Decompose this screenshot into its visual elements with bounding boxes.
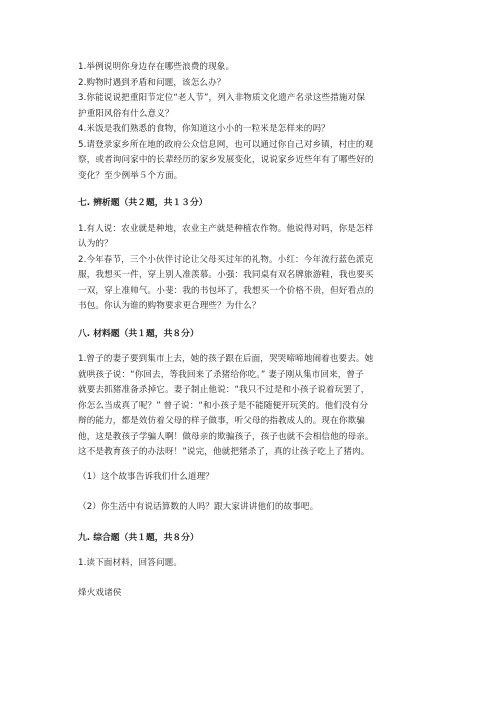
passage-line: 就哄孩子说：“你回去，等我回来了杀猪给你吃。” 妻子刚从集市回来，曾子 — [78, 369, 364, 380]
section-8-passage — [78, 352, 422, 461]
section-6-items — [78, 60, 422, 184]
question-line: 察，或者询问家中的长辈经历的家乡发展变化，说说家乡近些年有了哪些好的 — [78, 155, 374, 165]
passage-line: 你怎么当成真了呢？” 曾子说：“和小孩子是不能随便开玩笑的。他们没有分 — [78, 400, 369, 411]
passage-line: 他，这是教孩子学骗人啊！做母亲的欺骗孩子，孩子也就不会相信他的母亲。 — [78, 431, 374, 442]
question-line: 变化？至少例举５个方面。 — [78, 170, 183, 181]
question-line: 2.今年春节，三个小伙伴讨论让父母买过年的礼物。小红：今年流行蓝色派克 — [78, 254, 374, 265]
passage-line: 这不是教育孩子的办法呀！”说完，他就把猪杀了，真的让孩子吃上了猪肉。 — [78, 447, 370, 457]
question-line: 4.米饭是我们熟悉的食物，你知道这小小的一粒米是怎样来的吗？ — [78, 124, 330, 134]
exam-page — [78, 50, 422, 601]
passage-line: 1.曾子的妻子要到集市上去，她的孩子跟在后面，哭哭啼啼地闹着也要去。她 — [78, 354, 374, 364]
section-9-question-1: 1.读下面材料，回答问题。 — [78, 558, 183, 568]
sub-question-1: （1）这个故事告诉我们什么道理？ — [78, 471, 214, 482]
question-line: 5.请登录家乡所在地的政府公众信息网，也可以通过你自己对乡镇，村庄的观 — [78, 139, 374, 150]
question-line: 服，我想买一件，穿上别人准羡慕。小强：我同桌有双名牌旅游鞋，我也要买 — [78, 270, 374, 280]
sub-question-2: （2）你生活中有说话算数的人吗？跟大家讲讲他们的故事吧。 — [78, 502, 319, 512]
question-line: 一双，穿上准帅气。小斐：我的书包坏了，我想买一个价格不贵，但好看点的 — [78, 285, 374, 296]
section-7-question-2 — [78, 253, 422, 315]
passage-line: 就要去抓猪准备杀掉它。妻子制止他说：“我只不过是和小孩子说着玩罢了， — [78, 385, 370, 395]
material-title: 烽火戏诸侯 — [78, 587, 122, 598]
question-line: 书包。你认为谁的购物要求更合理些？为什么？ — [78, 301, 261, 311]
section-7-question-1 — [78, 222, 422, 253]
section-9-heading: 九. 综合题（共１题，共８分） — [78, 532, 199, 543]
question-line: 认为的？ — [78, 239, 113, 249]
passage-line: 辩的能力，都是效仿着父母的样子做事，听父母的指教成人的。现在你欺骗 — [78, 416, 365, 426]
section-8-heading: 八. 材料题（共１题，共８分） — [78, 328, 199, 339]
question-line: 1.举例说明你身边存在哪些浪费的现象。 — [78, 62, 235, 72]
question-line: 护重阳风俗有什么意义？ — [78, 108, 174, 119]
section-7-heading: 七. 辨析题（共２题，共１３分） — [78, 198, 208, 208]
question-line: 2.购物时遇到矛盾和问题，该怎么办？ — [78, 77, 226, 88]
question-line: 1.有人说：农业就是种地，农业主产就是种植农作物。他说得对吗，你是怎样 — [78, 223, 374, 234]
question-line: 3.你能说说把重阳节定位“老人节”，列入非物质文化遗产名录这些措施对保 — [78, 93, 366, 103]
